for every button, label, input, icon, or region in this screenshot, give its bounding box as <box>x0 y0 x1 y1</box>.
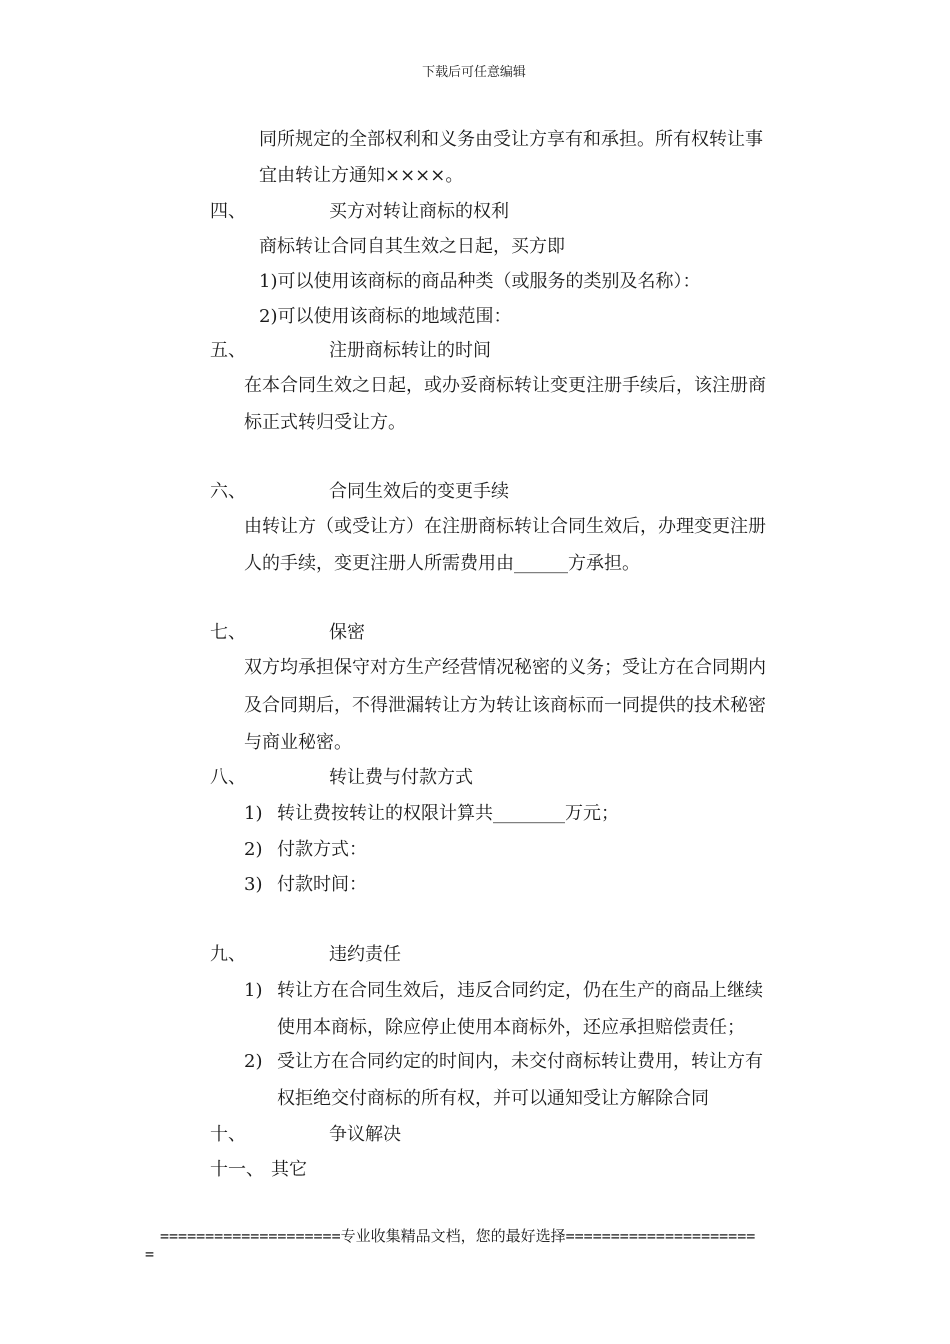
section-7-number: 七、 <box>210 622 246 643</box>
section-5-line-2: 标正式转归受让方。 <box>244 412 406 433</box>
section-5-line-1: 在本合同生效之日起，或办妥商标转让变更注册手续后，该注册商 <box>244 375 766 396</box>
section-4-item-1: 1)可以使用该商标的商品种类（或服务的类别及名称）： <box>259 271 701 292</box>
section-11-title: 其它 <box>271 1159 307 1180</box>
section-4-title: 买方对转让商标的权利 <box>329 201 509 222</box>
section-8-item-3-number: 3) <box>244 874 263 895</box>
section-8-item-2: 付款方式： <box>277 839 367 860</box>
section-7-title: 保密 <box>329 622 365 643</box>
footer-banner-continuation: = <box>145 1245 155 1263</box>
section-7-line-3: 与商业秘密。 <box>244 732 352 753</box>
section-9-title: 违约责任 <box>329 944 401 965</box>
section-5-number: 五、 <box>210 340 246 361</box>
section-8-number: 八、 <box>210 767 246 788</box>
continuation-line-1: 同所规定的全部权利和义务由受让方享有和承担。所有权转让事 <box>259 129 763 150</box>
section-8-item-2-number: 2) <box>244 839 263 860</box>
section-9-item-1-line-1: 转让方在合同生效后，违反合同约定，仍在生产的商品上继续 <box>277 980 763 1001</box>
section-9-item-1-line-2: 使用本商标，除应停止使用本商标外，还应承担赔偿责任； <box>277 1017 745 1038</box>
continuation-line-2: 宜由转让方通知××××。 <box>259 165 464 186</box>
page-header: 下载后可任意编辑 <box>422 65 526 80</box>
section-9-number: 九、 <box>210 944 246 965</box>
section-6-line-1: 由转让方（或受让方）在注册商标转让合同生效后，办理变更注册 <box>244 516 766 537</box>
section-9-item-2-line-1: 受让方在合同约定的时间内，未交付商标转让费用，转让方有 <box>277 1051 763 1072</box>
section-4-intro: 商标转让合同自其生效之日起，买方即 <box>259 236 565 257</box>
section-8-title: 转让费与付款方式 <box>329 767 473 788</box>
section-6-number: 六、 <box>210 481 246 502</box>
footer-banner: ====================专业收集精品文档，您的最好选择===================== <box>160 1227 756 1245</box>
section-6-line-2: 人的手续，变更注册人所需费用由______方承担。 <box>244 553 640 574</box>
section-5-title: 注册商标转让的时间 <box>329 340 491 361</box>
section-9-item-2-number: 2) <box>244 1051 263 1072</box>
section-11-number: 十一、 <box>210 1159 264 1180</box>
section-8-item-3: 付款时间： <box>277 874 367 895</box>
section-4-number: 四、 <box>210 201 246 222</box>
section-10-title: 争议解决 <box>329 1124 401 1145</box>
section-7-line-2: 及合同期后，不得泄漏转让方为转让该商标而一同提供的技术秘密 <box>244 695 766 716</box>
section-7-line-1: 双方均承担保守对方生产经营情况秘密的义务；受让方在合同期内 <box>244 657 766 678</box>
section-6-title: 合同生效后的变更手续 <box>329 481 509 502</box>
section-8-item-1-number: 1) <box>244 803 263 824</box>
section-4-item-2: 2)可以使用该商标的地域范围： <box>259 306 512 327</box>
section-8-item-1: 转让费按转让的权限计算共________万元； <box>277 803 619 824</box>
section-9-item-2-line-2: 权拒绝交付商标的所有权，并可以通知受让方解除合同 <box>277 1088 709 1109</box>
section-9-item-1-number: 1) <box>244 980 263 1001</box>
section-10-number: 十、 <box>210 1124 246 1145</box>
